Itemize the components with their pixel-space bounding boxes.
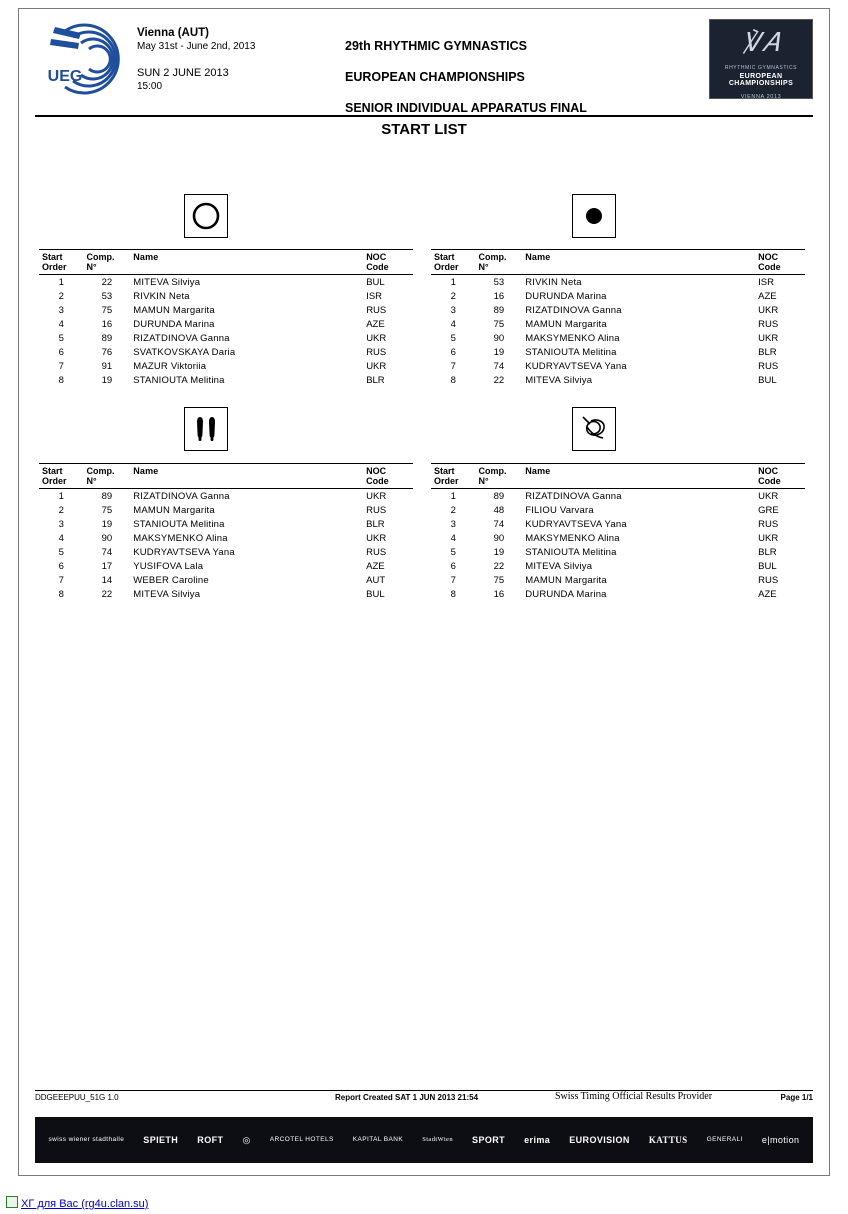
cell-start-order: 6 [58, 560, 64, 572]
cell-comp-number: 75 [493, 574, 505, 586]
cell-comp-number: 90 [101, 532, 113, 544]
cell-name: MAMUN Margarita [525, 574, 607, 586]
cell-start-order: 8 [58, 374, 64, 386]
page-title: START LIST [381, 121, 467, 138]
cell-comp-number: 74 [493, 518, 505, 530]
table-row [39, 275, 413, 290]
table-row [431, 275, 805, 290]
cell-name: STANIOUTA Melitina [133, 374, 225, 386]
site-credit-link[interactable] [6, 1196, 148, 1210]
col-start-order: Start Order [431, 464, 476, 489]
cell-comp-number: 22 [101, 276, 113, 288]
ball-icon [573, 195, 615, 237]
cell-comp-number: 22 [101, 588, 113, 600]
cell-start-order: 8 [450, 588, 456, 600]
table-row [39, 373, 413, 387]
cell-noc: AUT [366, 574, 386, 586]
cell-start-order: 7 [450, 360, 456, 372]
cell-start-order: 2 [450, 504, 456, 516]
cell-comp-number: 89 [493, 304, 505, 316]
ribbon-icon [573, 408, 615, 450]
cell-comp-number: 16 [493, 290, 505, 302]
cell-comp-number: 90 [493, 332, 505, 344]
startlist-table-ribbon [431, 463, 805, 601]
cell-comp-number: 53 [493, 276, 505, 288]
table-header-row [431, 250, 805, 275]
cell-noc: AZE [366, 318, 385, 330]
table-row [431, 303, 805, 317]
table-row [39, 573, 413, 587]
cell-name: RIZATDINOVA Ganna [525, 490, 622, 502]
cell-comp-number: 89 [493, 490, 505, 502]
sponsor-logo: ROFT [197, 1135, 224, 1145]
cell-start-order: 2 [58, 290, 64, 302]
cell-name: STANIOUTA Melitina [525, 546, 617, 558]
cell-name: KUDRYAVTSEVA Yana [525, 518, 627, 530]
cell-name: WEBER Caroline [133, 574, 209, 586]
table-row [39, 489, 413, 504]
cell-start-order: 8 [450, 374, 456, 386]
sponsor-logo: StadtWien [422, 1136, 453, 1143]
table-row [39, 317, 413, 331]
cell-start-order: 8 [58, 588, 64, 600]
cell-noc: BLR [758, 546, 777, 558]
sponsor-logo: SPORT [472, 1135, 506, 1145]
col-start-order: Start Order [431, 250, 476, 275]
cell-noc: AZE [758, 290, 777, 302]
sponsor-bar [35, 1117, 813, 1163]
table-row [39, 331, 413, 345]
sponsor-logo: ◎ [242, 1135, 251, 1145]
table-row [431, 317, 805, 331]
cell-name: DURUNDA Marina [133, 318, 215, 330]
cell-name: SVATKOVSKAYA Daria [133, 346, 236, 358]
col-start-order: Start Order [39, 250, 84, 275]
col-comp-number: Comp. N° [84, 464, 131, 489]
col-name: Name [522, 464, 755, 489]
cell-noc: UKR [366, 490, 387, 502]
sponsor-logo: SPIETH [143, 1135, 179, 1145]
cell-name: DURUNDA Marina [525, 290, 607, 302]
cell-comp-number: 22 [493, 560, 505, 572]
cell-noc: BUL [366, 276, 385, 288]
cell-start-order: 3 [58, 304, 64, 316]
cell-name: DURUNDA Marina [525, 588, 607, 600]
table-header-row [431, 464, 805, 489]
cell-start-order: 1 [58, 276, 64, 288]
table-row [431, 531, 805, 545]
footer-info [35, 1093, 813, 1107]
cell-comp-number: 89 [101, 490, 113, 502]
cell-noc: BUL [758, 560, 777, 572]
event-title-block [345, 31, 705, 124]
cell-comp-number: 53 [101, 290, 113, 302]
event-logo-line1: RHYTHMIC GYMNASTICS [724, 65, 798, 71]
cell-start-order: 2 [58, 504, 64, 516]
cell-noc: RUS [758, 518, 779, 530]
cell-start-order: 2 [450, 290, 456, 302]
cell-noc: UKR [758, 332, 779, 344]
cell-noc: RUS [758, 360, 779, 372]
cell-start-order: 5 [58, 546, 64, 558]
col-noc: NOC Code [755, 464, 805, 489]
cell-comp-number: 19 [493, 346, 505, 358]
table-row [39, 545, 413, 559]
cell-start-order: 3 [450, 304, 456, 316]
cell-noc: BLR [758, 346, 777, 358]
report-created: Report Created SAT 1 JUN 2013 21:54 [335, 1093, 479, 1102]
cell-name: KUDRYAVTSEVA Yana [525, 360, 627, 372]
cell-start-order: 7 [58, 360, 64, 372]
cell-comp-number: 17 [101, 560, 113, 572]
ueg-logo [35, 19, 147, 99]
col-start-order: Start Order [39, 464, 84, 489]
cell-name: MITEVA Silviya [525, 560, 593, 572]
table-row [39, 517, 413, 531]
favicon-icon [6, 1196, 18, 1208]
cell-name: MAMUN Margarita [133, 504, 215, 516]
cell-name: RIVKIN Neta [525, 276, 582, 288]
table-row [39, 559, 413, 573]
cell-comp-number: 16 [101, 318, 113, 330]
cell-noc: BLR [366, 518, 385, 530]
cell-noc: RUS [366, 304, 387, 316]
cell-noc: AZE [758, 588, 777, 600]
table-row [431, 345, 805, 359]
page-number: Page 1/1 [780, 1093, 813, 1102]
startlist-table-ball [431, 249, 805, 387]
sponsor-logo: KAPITAL BANK [352, 1136, 404, 1143]
sponsor-logo: EUROVISION [569, 1135, 630, 1145]
cell-start-order: 6 [450, 560, 456, 572]
cell-comp-number: 19 [101, 374, 113, 386]
table-row [39, 503, 413, 517]
cell-comp-number: 48 [493, 504, 505, 516]
cell-start-order: 1 [450, 490, 456, 502]
cell-noc: UKR [366, 332, 387, 344]
sponsor-logo: KATTUS [648, 1135, 688, 1145]
col-noc: NOC Code [755, 250, 805, 275]
cell-name: MAKSYMENKO Alina [525, 532, 620, 544]
document-page [18, 8, 830, 1176]
sponsor-logo: e|motion [761, 1135, 800, 1145]
event-title-line1: 29th RHYTHMIC GYMNASTICS [345, 39, 527, 53]
session-time: 15:00 [137, 81, 163, 92]
cell-start-order: 3 [58, 518, 64, 530]
event-title-line2: EUROPEAN CHAMPIONSHIPS [345, 70, 525, 84]
cell-comp-number: 74 [101, 546, 113, 558]
table-row [39, 289, 413, 303]
cell-name: MAMUN Margarita [133, 304, 215, 316]
sponsor-logo: ARCOTEL HOTELS [269, 1136, 334, 1143]
cell-name: MAKSYMENKO Alina [525, 332, 620, 344]
cell-name: RIZATDINOVA Ganna [133, 332, 230, 344]
col-name: Name [522, 250, 755, 275]
cell-name: MAZUR Viktoriia [133, 360, 207, 372]
cell-start-order: 5 [450, 546, 456, 558]
cell-start-order: 5 [450, 332, 456, 344]
sponsor-logo: erima [524, 1135, 551, 1145]
table-row [431, 373, 805, 387]
results-provider: Swiss Timing Official Results Provider [555, 1091, 713, 1102]
cell-noc: ISR [366, 290, 383, 302]
cell-comp-number: 75 [101, 504, 113, 516]
cell-noc: GRE [758, 504, 779, 516]
startlist-table-hoop [39, 249, 413, 387]
apparatus-ribbon-box [572, 407, 616, 451]
table-row [431, 331, 805, 345]
cell-start-order: 4 [58, 318, 64, 330]
event-logo-line2: EUROPEAN CHAMPIONSHIPS [728, 73, 794, 87]
cell-name: RIZATDINOVA Ganna [525, 304, 622, 316]
sponsor-logo: swiss wiener stadthalle [48, 1136, 125, 1143]
cell-noc: BUL [366, 588, 385, 600]
cell-start-order: 3 [450, 518, 456, 530]
cell-start-order: 7 [58, 574, 64, 586]
cell-noc: UKR [366, 360, 387, 372]
cell-start-order: 5 [58, 332, 64, 344]
cell-noc: RUS [366, 504, 387, 516]
cell-noc: RUS [366, 346, 387, 358]
event-title-line3: SENIOR INDIVIDUAL APPARATUS FINAL [345, 101, 587, 115]
cell-name: MAKSYMENKO Alina [133, 532, 228, 544]
site-credit-label: ХГ для Вас (rg4u.clan.su) [21, 1198, 149, 1210]
cell-noc: ISR [758, 276, 775, 288]
cell-name: YUSIFOVA Lala [133, 560, 204, 572]
col-comp-number: Comp. N° [476, 464, 523, 489]
cell-noc: RUS [758, 574, 779, 586]
startlist-table-clubs [39, 463, 413, 601]
table-row [39, 587, 413, 601]
table-header-row [39, 464, 413, 489]
cell-name: MITEVA Silviya [133, 588, 201, 600]
cell-comp-number: 91 [101, 360, 113, 372]
apparatus-clubs-box [184, 407, 228, 451]
table-row [431, 587, 805, 601]
col-name: Name [130, 464, 363, 489]
table-row [39, 359, 413, 373]
cell-start-order: 6 [450, 346, 456, 358]
table-header-row [39, 250, 413, 275]
event-dates: May 31st - June 2nd, 2013 [137, 41, 256, 52]
cell-comp-number: 22 [493, 374, 505, 386]
cell-comp-number: 14 [101, 574, 113, 586]
cell-name: MAMUN Margarita [525, 318, 607, 330]
table-row [431, 359, 805, 373]
cell-comp-number: 75 [493, 318, 505, 330]
cell-start-order: 1 [58, 490, 64, 502]
header-divider [35, 115, 813, 117]
event-logo-mark: ℣𝐴 [742, 28, 780, 57]
cell-name: STANIOUTA Melitina [525, 346, 617, 358]
cell-start-order: 4 [450, 532, 456, 544]
cell-name: RIVKIN Neta [133, 290, 190, 302]
col-noc: NOC Code [363, 464, 413, 489]
apparatus-ball-box [572, 194, 616, 238]
table-row [39, 303, 413, 317]
cell-noc: UKR [758, 532, 779, 544]
cell-noc: UKR [366, 532, 387, 544]
cell-comp-number: 16 [493, 588, 505, 600]
table-row [431, 573, 805, 587]
sponsor-logo: GENERALI [706, 1136, 743, 1143]
table-row [431, 559, 805, 573]
table-row [431, 517, 805, 531]
table-row [39, 531, 413, 545]
document-header [19, 9, 829, 138]
cell-noc: BUL [758, 374, 777, 386]
table-row [39, 345, 413, 359]
hoop-icon [185, 195, 227, 237]
table-row [431, 289, 805, 303]
cell-name: STANIOUTA Melitina [133, 518, 225, 530]
cell-name: RIZATDINOVA Ganna [133, 490, 230, 502]
cell-start-order: 6 [58, 346, 64, 358]
cell-noc: BLR [366, 374, 385, 386]
cell-noc: RUS [758, 318, 779, 330]
cell-name: MITEVA Silviya [133, 276, 201, 288]
event-logo [709, 19, 813, 99]
cell-comp-number: 75 [101, 304, 113, 316]
col-name: Name [130, 250, 363, 275]
cell-comp-number: 76 [101, 346, 113, 358]
cell-start-order: 4 [450, 318, 456, 330]
cell-comp-number: 74 [493, 360, 505, 372]
cell-start-order: 1 [450, 276, 456, 288]
session-date: SUN 2 JUNE 2013 [137, 67, 229, 79]
cell-name: FILIOU Varvara [525, 504, 594, 516]
cell-noc: RUS [366, 546, 387, 558]
cell-noc: AZE [366, 560, 385, 572]
col-noc: NOC Code [363, 250, 413, 275]
cell-name: MITEVA Silviya [525, 374, 593, 386]
col-comp-number: Comp. N° [84, 250, 131, 275]
apparatus-hoop-box [184, 194, 228, 238]
cell-start-order: 4 [58, 532, 64, 544]
table-row [431, 489, 805, 504]
cell-comp-number: 89 [101, 332, 113, 344]
event-logo-line3: VIENNA 2013 [740, 94, 782, 99]
table-row [431, 545, 805, 559]
svg-text:UEG: UEG [47, 68, 83, 85]
header-left-info [137, 27, 347, 93]
cell-comp-number: 90 [493, 532, 505, 544]
document-code: DDGEEEPUU_51G 1.0 [35, 1093, 119, 1102]
cell-name: KUDRYAVTSEVA Yana [133, 546, 235, 558]
clubs-icon [185, 408, 227, 450]
table-row [431, 503, 805, 517]
cell-start-order: 7 [450, 574, 456, 586]
cell-noc: UKR [758, 490, 779, 502]
cell-noc: UKR [758, 304, 779, 316]
col-comp-number: Comp. N° [476, 250, 523, 275]
host-city: Vienna (AUT) [137, 27, 209, 39]
cell-comp-number: 19 [101, 518, 113, 530]
cell-comp-number: 19 [493, 546, 505, 558]
